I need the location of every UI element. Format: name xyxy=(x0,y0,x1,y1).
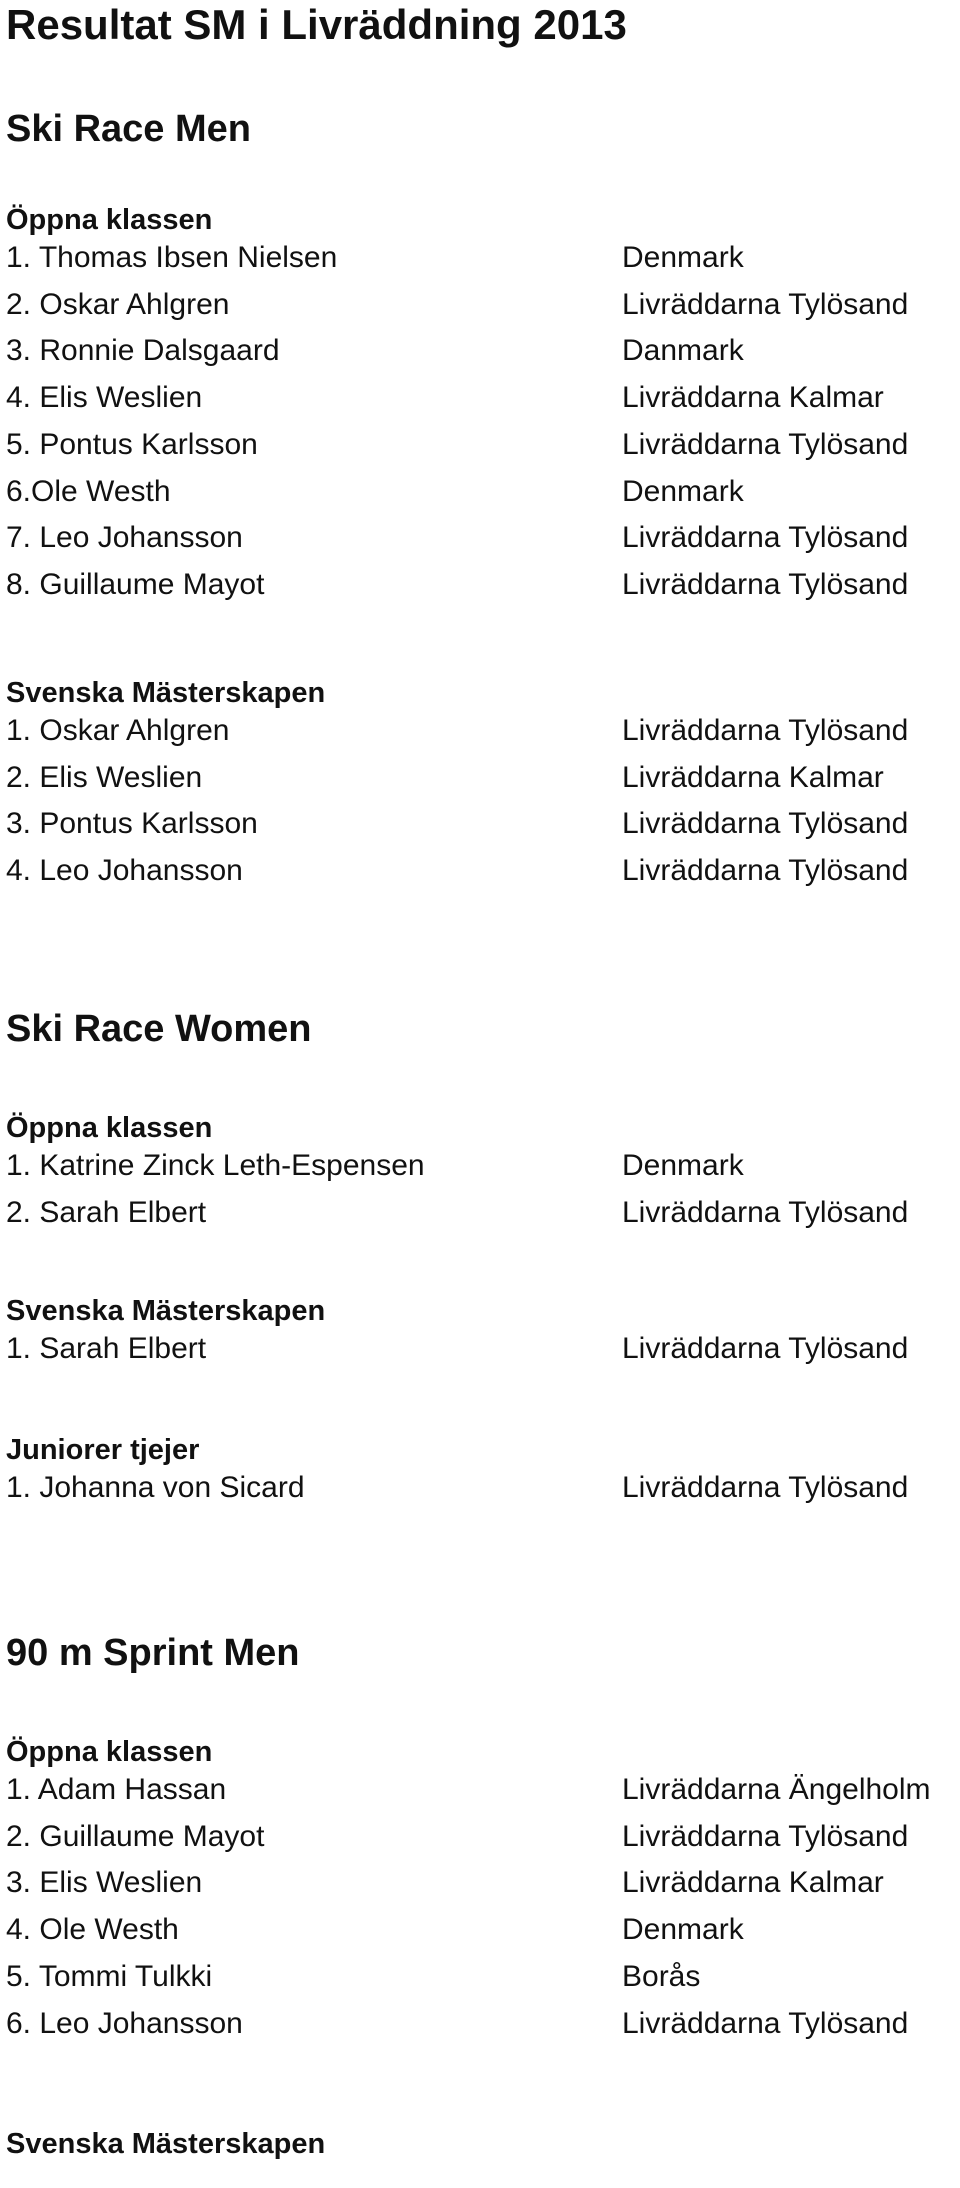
athlete-name: 1. Oskar Ahlgren xyxy=(6,714,230,747)
club-name: Livräddarna Tylösand xyxy=(622,714,909,747)
result-row xyxy=(6,238,960,278)
event-title: 90 m Sprint Men xyxy=(6,1632,300,1674)
class-title: Öppna klassen xyxy=(6,204,213,236)
athlete-name: 2. Sarah Elbert xyxy=(6,1196,207,1229)
athlete-name: 4. Elis Weslien xyxy=(6,381,203,414)
document-title: Resultat SM i Livräddning 2013 xyxy=(6,1,627,48)
athlete-name: 1. Katrine Zinck Leth-Espensen xyxy=(6,1149,425,1182)
athlete-name: 5. Tommi Tulkki xyxy=(6,1960,213,1993)
athlete-name: 1. Adam Hassan xyxy=(6,1773,227,1806)
athlete-name: 3. Pontus Karlsson xyxy=(6,807,258,840)
club-name: Livräddarna Tylösand xyxy=(622,854,909,887)
class-title: Öppna klassen xyxy=(6,1112,213,1144)
club-name: Livräddarna Tylösand xyxy=(622,807,909,840)
result-row xyxy=(6,1957,960,1997)
athlete-name: 5. Pontus Karlsson xyxy=(6,428,258,461)
club-name: Danmark xyxy=(622,334,744,367)
athlete-name: 1. Sarah Elbert xyxy=(6,1332,207,1365)
result-row xyxy=(6,851,960,891)
athlete-name: 1. Thomas Ibsen Nielsen xyxy=(6,241,338,274)
result-row xyxy=(6,285,960,325)
result-row xyxy=(6,1146,960,1186)
club-name: Livräddarna Ängelholm xyxy=(622,1773,931,1806)
athlete-name: 3. Ronnie Dalsgaard xyxy=(6,334,280,367)
athlete-name: 1. Johanna von Sicard xyxy=(6,1471,305,1504)
class-title: Öppna klassen xyxy=(6,1736,213,1768)
result-row xyxy=(6,1770,960,1810)
event-title: Ski Race Women xyxy=(6,1008,312,1050)
club-name: Livräddarna Kalmar xyxy=(622,381,884,414)
athlete-name: 6.Ole Westh xyxy=(6,475,171,508)
result-row xyxy=(6,565,960,605)
result-row xyxy=(6,378,960,418)
club-name: Livräddarna Tylösand xyxy=(622,1820,909,1853)
club-name: Livräddarna Kalmar xyxy=(622,1866,884,1899)
result-row xyxy=(6,1468,960,1508)
athlete-name: 4. Ole Westh xyxy=(6,1913,179,1946)
event-title: Ski Race Men xyxy=(6,108,251,150)
class-title: Juniorer tjejer xyxy=(6,1434,200,1466)
club-name: Livräddarna Tylösand xyxy=(622,568,909,601)
result-row xyxy=(6,758,960,798)
result-row xyxy=(6,1193,960,1233)
result-row xyxy=(6,331,960,371)
class-title: Svenska Mästerskapen xyxy=(6,2128,326,2160)
club-name: Livräddarna Tylösand xyxy=(622,1332,909,1365)
athlete-name: 2. Elis Weslien xyxy=(6,761,203,794)
result-row xyxy=(6,472,960,512)
result-row xyxy=(6,804,960,844)
athlete-name: 4. Leo Johansson xyxy=(6,854,243,887)
club-name: Denmark xyxy=(622,1913,744,1946)
athlete-name: 2. Guillaume Mayot xyxy=(6,1820,265,1853)
club-name: Livräddarna Tylösand xyxy=(622,288,909,321)
club-name: Denmark xyxy=(622,475,744,508)
club-name: Livräddarna Tylösand xyxy=(622,1196,909,1229)
club-name: Denmark xyxy=(622,1149,744,1182)
club-name: Livräddarna Tylösand xyxy=(622,2007,909,2040)
class-title: Svenska Mästerskapen xyxy=(6,677,326,709)
class-title: Svenska Mästerskapen xyxy=(6,1295,326,1327)
athlete-name: 7. Leo Johansson xyxy=(6,521,243,554)
result-row xyxy=(6,2004,960,2044)
club-name: Denmark xyxy=(622,241,744,274)
club-name: Livräddarna Tylösand xyxy=(622,1471,909,1504)
result-row xyxy=(6,1863,960,1903)
club-name: Livräddarna Tylösand xyxy=(622,521,909,554)
athlete-name: 2. Oskar Ahlgren xyxy=(6,288,230,321)
athlete-name: 6. Leo Johansson xyxy=(6,2007,243,2040)
result-row xyxy=(6,1817,960,1857)
club-name: Livräddarna Tylösand xyxy=(622,428,909,461)
result-row xyxy=(6,425,960,465)
athlete-name: 3. Elis Weslien xyxy=(6,1866,203,1899)
result-row xyxy=(6,1910,960,1950)
result-row xyxy=(6,518,960,558)
club-name: Livräddarna Kalmar xyxy=(622,761,884,794)
result-row xyxy=(6,1329,960,1369)
result-row xyxy=(6,711,960,751)
athlete-name: 8. Guillaume Mayot xyxy=(6,568,265,601)
club-name: Borås xyxy=(622,1960,701,1993)
